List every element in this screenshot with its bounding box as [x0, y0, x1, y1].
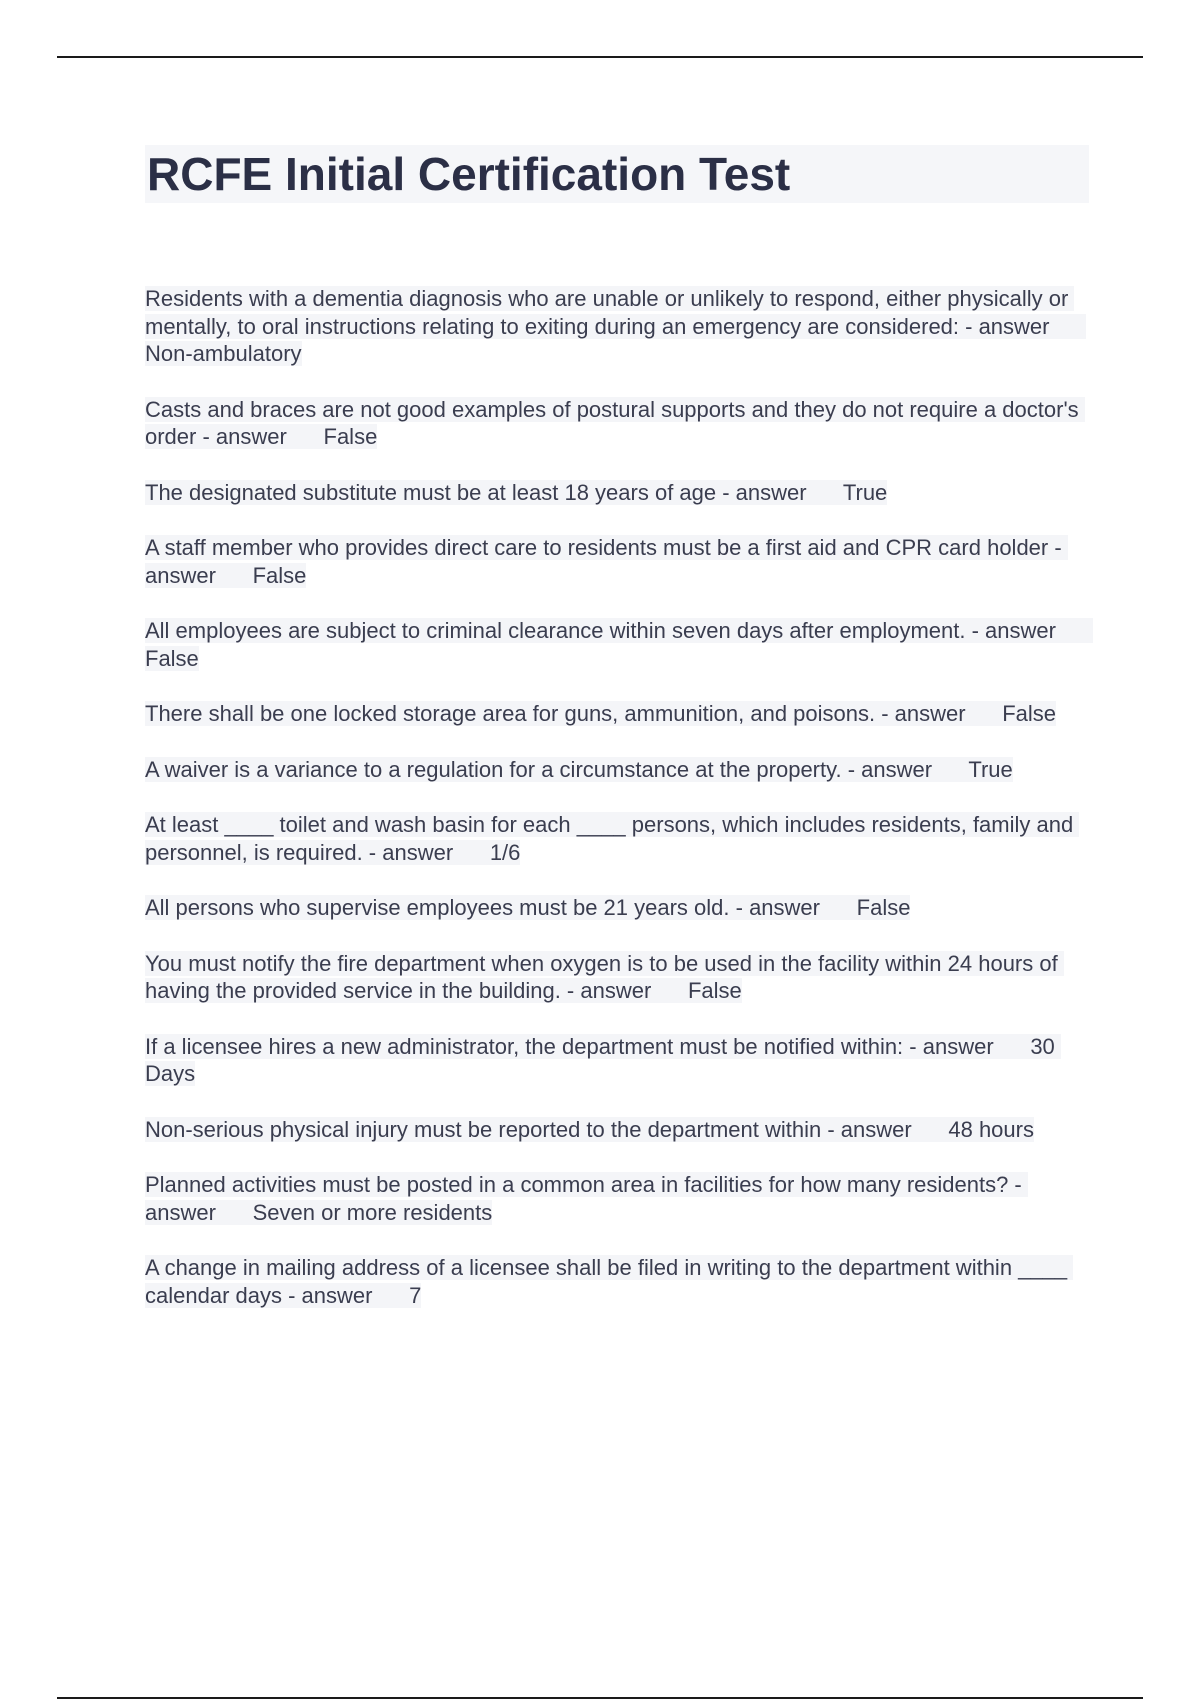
question-answer-text: Residents with a dementia diagnosis who are unable or unlikely to respond, either physically or mentally, to oral instructions relating to exiting during an emergency are considered: - answer Non-ambulatory — [145, 286, 1087, 366]
question-answer-text: A change in mailing address of a licensee shall be filed in writing to the department within ____ calendar days - answer 7 — [145, 1255, 1074, 1308]
question-answer-text: Non-serious physical injury must be reported to the department within - answer 48 hours — [145, 1116, 1034, 1142]
question-answer-text: A staff member who provides direct care to residents must be a first aid and CPR card holder - answer False — [145, 535, 1068, 588]
question-answer-text: You must notify the fire department when oxygen is to be used in the facility within 24 hours of having the provided service in the building. - answer False — [145, 950, 1064, 1003]
list-item — [145, 950, 1090, 1005]
question-list — [145, 285, 1093, 1337]
list-item — [145, 479, 1090, 507]
list-item — [145, 811, 1090, 866]
list-item — [145, 617, 1093, 672]
list-item — [145, 534, 1090, 589]
list-item — [145, 1254, 1090, 1309]
question-answer-text: There shall be one locked storage area for guns, ammunition, and poisons. - answer False — [145, 701, 1057, 726]
list-item — [145, 756, 1090, 784]
list-item — [145, 1033, 1090, 1088]
list-item — [145, 894, 1090, 922]
question-answer-text: Casts and braces are not good examples of postural supports and they do not require a doctor's order - answer False — [145, 396, 1085, 449]
question-answer-text: If a licensee hires a new administrator, the department must be notified within: - answer 30 Days — [145, 1033, 1061, 1086]
question-answer-text: The designated substitute must be at least 18 years of age - answer True — [145, 479, 888, 505]
question-answer-text: A waiver is a variance to a regulation for a circumstance at the property. - answer True — [145, 756, 1013, 782]
question-answer-text: At least ____ toilet and wash basin for each ____ persons, which includes residents, family and personnel, is required. - answer 1/6 — [145, 812, 1080, 865]
list-item — [145, 1116, 1090, 1144]
question-answer-text: Planned activities must be posted in a common area in facilities for how many residents? - answer Seven or more residents — [145, 1172, 1028, 1225]
list-item — [145, 285, 1090, 368]
page-title: RCFE Initial Certification Test — [145, 145, 1089, 203]
list-item — [145, 396, 1090, 451]
list-item — [145, 700, 1090, 728]
list-item — [145, 1171, 1090, 1226]
bottom-rule — [57, 1697, 1143, 1699]
question-answer-text: All employees are subject to criminal clearance within seven days after employment. - answer False — [145, 618, 1093, 671]
question-answer-text: All persons who supervise employees must be 21 years old. - answer False — [145, 895, 911, 920]
top-rule — [57, 56, 1143, 58]
